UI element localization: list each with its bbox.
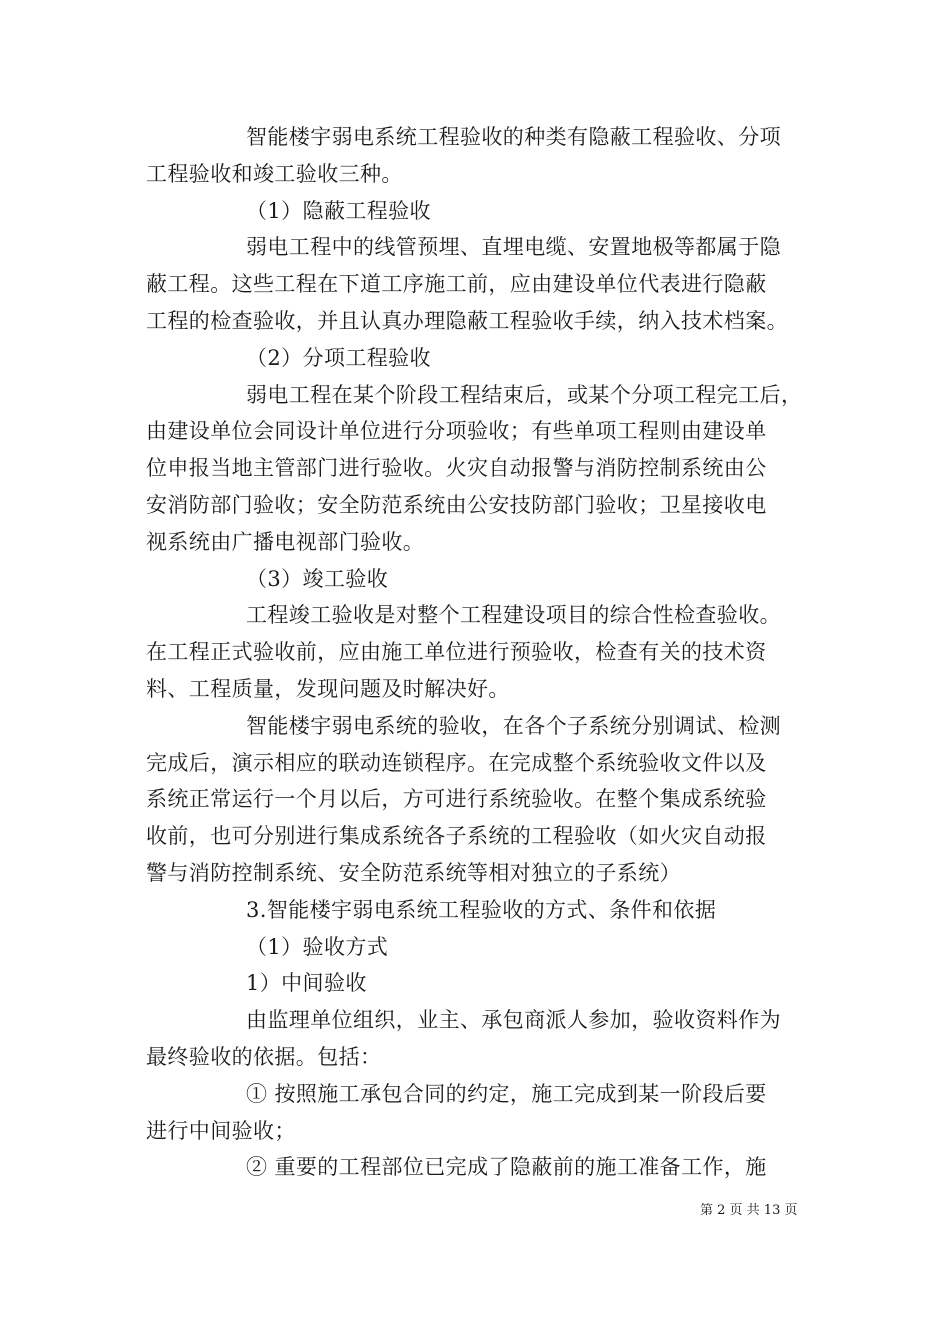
paragraph-line: 完成后，演示相应的联动连锁程序。在完成整个系统验收文件以及 [146, 751, 767, 775]
paragraph-line: 工程竣工验收是对整个工程建设项目的综合性检查验收。 [246, 603, 781, 627]
paragraph-line: 弱电工程中的线管预埋、直埋电缆、安置地极等都属于隐 [246, 235, 781, 259]
list-item: ② 重要的工程部位已完成了隐蔽前的施工准备工作，施 [246, 1155, 767, 1179]
paragraph-line: 智能楼宇弱电系统的验收，在各个子系统分别调试、检测 [246, 714, 781, 738]
paragraph-line: 警与消防控制系统、安全防范系统等相对独立的子系统） [146, 861, 681, 885]
paragraph-line: 进行中间验收； [146, 1119, 296, 1143]
paragraph-line: 收前，也可分别进行集成系统各子系统的工程验收（如火灾自动报 [146, 824, 767, 848]
section-heading: （1）验收方式 [246, 935, 389, 959]
paragraph-line: 由监理单位组织，业主、承包商派人参加，验收资料作为 [246, 1008, 781, 1032]
section-heading: （2）分项工程验收 [246, 346, 431, 370]
paragraph-line: 由建设单位会同设计单位进行分项验收；有些单项工程则由建设单 [146, 419, 767, 443]
section-heading: 1）中间验收 [246, 971, 367, 995]
paragraph-line: 系统正常运行一个月以后，方可进行系统验收。在整个集成系统验 [146, 787, 767, 811]
paragraph-line: 工程验收和竣工验收三种。 [146, 162, 403, 186]
paragraph-line: 蔽工程。这些工程在下道工序施工前，应由建设单位代表进行隐蔽 [146, 272, 767, 296]
section-heading: （1）隐蔽工程验收 [246, 199, 431, 223]
page-number-footer: 第 2 页 共 13 页 [700, 1203, 798, 1218]
paragraph-line: 料、工程质量，发现问题及时解决好。 [146, 677, 510, 701]
list-item: ① 按照施工承包合同的约定，施工完成到某一阶段后要 [246, 1082, 767, 1106]
paragraph-line: 在工程正式验收前，应由施工单位进行预验收，检查有关的技术资 [146, 640, 767, 664]
paragraph-line: 最终验收的依据。包括： [146, 1045, 382, 1069]
paragraph-line: 工程的检查验收，并且认真办理隐蔽工程验收手续，纳入技术档案。 [146, 309, 788, 333]
paragraph-line: 位申报当地主管部门进行验收。火灾自动报警与消防控制系统由公 [146, 456, 767, 480]
paragraph-line: 视系统由广播电视部门验收。 [146, 530, 425, 554]
paragraph-line: 弱电工程在某个阶段工程结束后，或某个分项工程完工后， [246, 383, 803, 407]
paragraph-line: 安消防部门验收；安全防范系统由公安技防部门验收；卫星接收电 [146, 493, 767, 517]
section-heading: 3.智能楼宇弱电系统工程验收的方式、条件和依据 [246, 898, 717, 922]
section-heading: （3）竣工验收 [246, 567, 389, 591]
paragraph-line: 智能楼宇弱电系统工程验收的种类有隐蔽工程验收、分项 [246, 125, 781, 149]
